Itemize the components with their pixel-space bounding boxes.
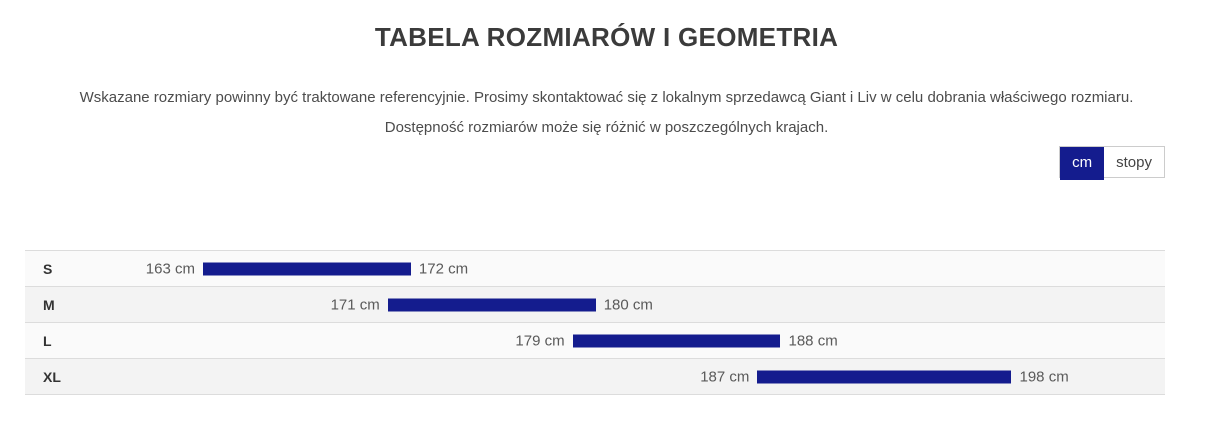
size-row: [25, 287, 1165, 323]
size-row: [25, 251, 1165, 287]
bar-max-label: 172 cm: [418, 260, 469, 277]
size-label: L: [43, 332, 52, 349]
unit-toggle-wrap: [0, 146, 1165, 178]
height-range-bar: [757, 370, 1011, 383]
size-chart-section: [0, 22, 1213, 385]
size-label: M: [43, 296, 55, 313]
bar-min-label: 163 cm: [145, 260, 195, 277]
size-label: XL: [43, 368, 61, 385]
height-range-bar: [573, 334, 781, 347]
unit-feet-button[interactable]: stopy: [1104, 147, 1164, 177]
intro-text: [17, 83, 1197, 143]
size-label: S: [43, 260, 53, 277]
unit-cm-button[interactable]: cm: [1060, 147, 1104, 177]
height-range-bar: [388, 298, 596, 311]
bar-max-label: 188 cm: [788, 332, 838, 349]
size-row: [25, 323, 1165, 359]
height-range-bar: [203, 262, 411, 275]
size-row: [25, 359, 1165, 395]
bar-min-label: 187 cm: [700, 368, 750, 385]
intro-line-2: Dostępność rozmiarów może się różnić w poszczególnych krajach.: [384, 119, 829, 136]
page-title: TABELA ROZMIARÓW I GEOMETRIA: [374, 22, 839, 52]
unit-toggle: [1059, 146, 1165, 178]
size-chart-table: [25, 250, 1165, 395]
intro-line-1: Wskazane rozmiary powinny być traktowane referencyjnie. Prosimy skontaktować się z lokalnym sprzedawcą Giant i Liv w celu dobrania właściwego rozmiaru.: [79, 89, 1134, 106]
bar-max-label: 180 cm: [603, 296, 653, 313]
bar-min-label: 179 cm: [515, 332, 565, 349]
bar-max-label: 198 cm: [1019, 368, 1069, 385]
bar-min-label: 171 cm: [330, 296, 380, 313]
